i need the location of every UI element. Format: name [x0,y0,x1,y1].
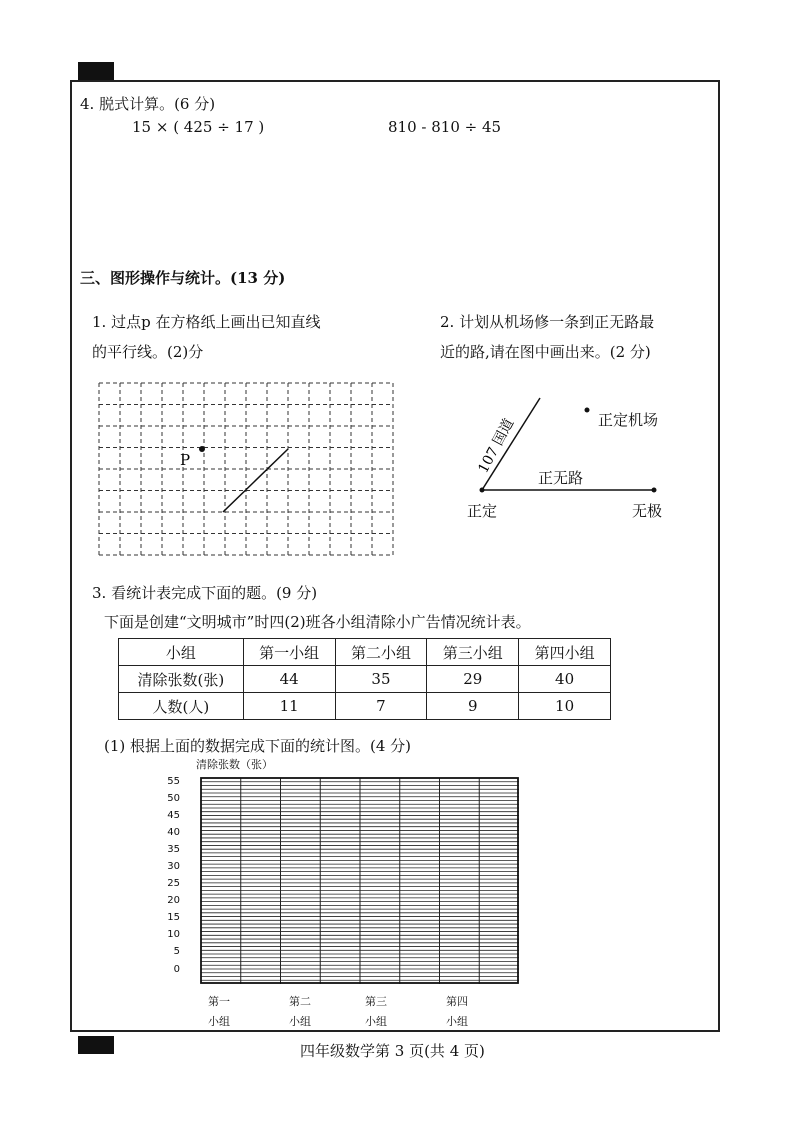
stat-table [118,638,611,720]
table-cell: 第一小组 [243,639,335,666]
y-tick-label: 25 [167,878,180,889]
q1-text-line2: 的平行线。(2)分 [92,343,204,361]
route-label: 正无路 [538,469,584,487]
x-label-bottom: 小组 [446,1015,468,1028]
table-cell: 第四小组 [519,639,611,666]
x-label-bottom: 小组 [289,1015,311,1028]
x-label-top: 第一 [208,995,230,1008]
q3-sub1: (1) 根据上面的数据完成下面的统计图。(4 分) [104,737,412,755]
y-tick-label: 50 [167,793,180,804]
corner-mark-top [78,62,114,80]
y-tick-label: 40 [167,827,180,838]
table-cell: 小组 [119,639,244,666]
y-tick-label: 55 [167,776,180,787]
q2-text-line2: 近的路,请在图中画出来。(2 分) [440,343,651,361]
x-label-top: 第二 [289,995,311,1008]
x-label-top: 第三 [365,995,387,1008]
q1-text-line1: 1. 过点p 在方格纸上画出已知直线 [92,313,321,331]
y-tick-label: 5 [173,946,180,957]
wuji-label: 无极 [632,502,663,520]
q3-intro: 下面是创建“文明城市”时四(2)班各小组清除小广告情况统计表。 [104,613,531,631]
table-row [119,666,611,693]
table-cell: 第二小组 [335,639,427,666]
q4-title: 4. 脱式计算。(6 分) [80,95,216,113]
table-header-row [119,639,611,666]
table-cell: 7 [335,693,427,720]
corner-mark-bottom [78,1036,114,1054]
x-label-top: 第四 [446,995,468,1008]
table-cell: 第三小组 [427,639,519,666]
given-line [223,449,288,512]
airport-label: 正定机场 [598,411,659,429]
point-p-label: P [180,451,191,469]
y-tick-label: 30 [167,861,180,872]
wuji-point [652,488,657,493]
table-cell: 9 [427,693,519,720]
y-tick-label: 0 [173,964,180,975]
table-cell: 11 [243,693,335,720]
road-107-label: 107 国道 [475,416,518,476]
table-cell: 29 [427,666,519,693]
chart-ylabel: 清除张数（张） [196,758,273,771]
q2-text-line1: 2. 计划从机场修一条到正无路最 [440,313,655,331]
airport-point [585,408,590,413]
grid-paper [98,382,394,558]
q4-expression-1: 15 × ( 425 ÷ 17 ) [132,118,265,136]
y-tick-label: 35 [167,844,180,855]
y-tick-labels [150,770,182,990]
section-title: 三、图形操作与统计。(13 分) [80,269,286,287]
x-label-bottom: 小组 [365,1015,387,1028]
y-tick-label: 10 [167,929,180,940]
q3-title: 3. 看统计表完成下面的题。(9 分) [92,584,318,602]
zhengding-label: 正定 [467,502,498,520]
x-label-bottom: 小组 [208,1015,230,1028]
y-tick-label: 45 [167,810,180,821]
y-tick-label: 15 [167,912,180,923]
table-cell: 清除张数(张) [119,666,244,693]
table-cell: 44 [243,666,335,693]
point-p [199,446,205,452]
x-label-group-1 [208,992,230,1032]
x-label-group-2 [289,992,311,1032]
table-cell: 10 [519,693,611,720]
page-footer: 四年级数学第 3 页(共 4 页) [300,1042,485,1060]
x-label-group-3 [365,992,387,1032]
table-cell: 人数(人) [119,693,244,720]
table-cell: 40 [519,666,611,693]
chart-grid [200,777,520,985]
q4-expression-2: 810 - 810 ÷ 45 [388,118,502,136]
table-row [119,693,611,720]
x-label-group-4 [446,992,468,1032]
table-cell: 35 [335,666,427,693]
y-tick-label: 20 [167,895,180,906]
zhengding-point [480,488,485,493]
